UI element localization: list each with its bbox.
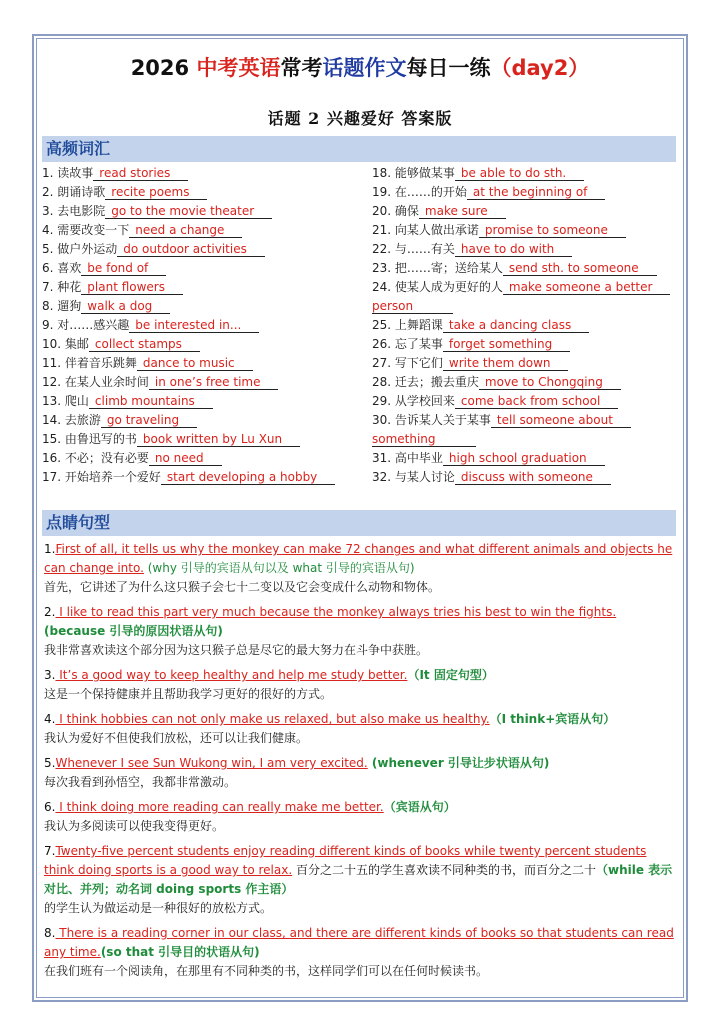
vocab-answer: write them down [443,356,569,371]
vocab-chinese: 不必；没有必要 [64,451,149,465]
vocab-answer-continuation: person [372,299,453,314]
sentence-grammar-note: (so that 引导目的状语从句) [100,945,260,959]
sentence-english-line [44,798,676,817]
title-part1: 中考英语 [196,56,281,80]
vocab-answer: make someone a better [503,280,670,295]
vocab-chinese: 开始培养一个爱好 [64,470,161,484]
vocab-number: 10. [42,337,65,351]
vocab-number: 7. [42,280,58,294]
vocab-answer: plant flowers [81,280,183,295]
vocab-item [372,449,678,468]
vocab-item [42,411,358,430]
vocab-answer: collect stamps [89,337,200,352]
vocab-chinese: 从学校回来 [394,394,455,408]
vocab-answer: forget something [443,337,570,352]
sentence-grammar-note: (why 引导的宾语从句以及 what 引导的宾语从句) [143,561,415,575]
vocab-number: 19. [372,185,395,199]
vocab-number: 2. [42,185,58,199]
vocab-number: 29. [372,394,395,408]
vocab-answer: at the beginning of [467,185,605,200]
title-part4: 每日一练 [406,56,491,80]
vocab-item [372,392,678,411]
vocab-number: 25. [372,318,395,332]
vocab-chinese: 喜欢 [57,261,82,275]
sentence-chinese: 这是一个保持健康并且帮助我学习更好的很好的方式。 [44,687,333,701]
sentence-english: I like to read this part very much because the monkey always tries his best to win the fights. [55,605,617,619]
vocab-answer: climb mountains [89,394,213,409]
vocab-answer: come back from school [455,394,618,409]
sentence-english-line [44,710,676,729]
vocab-item [42,335,358,354]
vocab-item [42,449,358,468]
vocab-answer: recite poems [105,185,207,200]
sentence-english-line [44,666,676,685]
vocab-item [42,354,358,373]
sentence-english-line [44,842,676,899]
vocab-number: 20. [372,204,395,218]
vocab-number: 3. [42,204,58,218]
sentence-item [44,540,676,597]
vocab-number: 4. [42,223,58,237]
vocab-number: 15. [42,432,65,446]
vocab-chinese: 需要改变一下 [57,223,130,237]
vocab-number: 28. [372,375,395,389]
vocab-answer: high school graduation [443,451,605,466]
sentence-english-line [44,603,676,641]
vocab-number: 30. [372,413,395,427]
sentence-grammar-note: （宾语从句） [383,800,456,814]
vocab-item [42,240,358,259]
vocab-chinese: 与某人讨论 [394,470,455,484]
sentence-chinese: 我非常喜欢读这个部分因为这只猴子总是尽它的最大努力在斗争中获胜。 [44,643,429,657]
sentence-english: I think doing more reading can really make me better. [55,800,384,814]
vocab-answer: be interested in... [129,318,259,333]
vocab-chinese: 能够做某事 [394,166,455,180]
vocab-item [42,392,358,411]
vocab-chinese: 忘了某事 [394,337,443,351]
vocab-number: 31. [372,451,395,465]
vocab-answer: book written by Lu Xun [137,432,300,447]
sentence-item [44,842,676,918]
vocab-item [372,221,678,240]
vocab-chinese: 在某人业余时间 [64,375,149,389]
vocab-chinese: 爬山 [64,394,89,408]
vocab-item-continuation [372,297,678,316]
vocab-section-header: 高频词汇 [42,136,676,162]
vocab-number: 8. [42,299,58,313]
vocab-item [42,164,358,183]
sentence-grammar-note: (because 引导的原因状语从句) [44,624,223,638]
vocab-answer: be able to do sth. [455,166,584,181]
vocab-number: 27. [372,356,395,370]
vocab-item [372,316,678,335]
sentence-english: It’s a good way to keep healthy and help me study better. [55,668,408,682]
vocab-item [372,373,678,392]
vocab-chinese: 遛狗 [57,299,82,313]
sentence-number: 2. [44,605,56,619]
page-subtitle: 话题 2 兴趣爱好 答案版 [267,109,453,128]
sentence-english: Twenty-five percent students enjoy reading different kinds of books while twenty percent students think doing sports is a good way to relax. [44,844,647,877]
vocab-chinese: 朗诵诗歌 [57,185,106,199]
sentence-english: First of all, it tells us why the monkey can make 72 changes and what different animals and objects he can change into. [44,542,673,575]
vocab-answer: start developing a hobby [161,470,335,485]
sentence-english-line [44,540,676,578]
sentence-english-line [44,924,676,962]
vocab-answer: have to do with [455,242,572,257]
vocab-chinese: 确保 [394,204,419,218]
vocab-answer-continuation: something [372,432,476,447]
vocab-item [372,354,678,373]
sentence-section-header: 点睛句型 [42,510,676,536]
vocab-item [42,373,358,392]
vocab-item [42,468,358,487]
vocab-chinese: 高中毕业 [394,451,443,465]
vocab-number: 12. [42,375,65,389]
vocab-answer: read stories [93,166,188,181]
vocab-chinese: 告诉某人关于某事 [394,413,491,427]
vocab-chinese: 去旅游 [64,413,101,427]
vocab-item [372,335,678,354]
sentence-number: 3. [44,668,56,682]
vocab-item [42,183,358,202]
vocab-answer: do outdoor activities [117,242,265,257]
sentence-inline-translation: 百分之二十五的学生喜欢读不同种类的书，而百分之二十 [292,863,596,877]
sentence-item [44,603,676,660]
vocab-answer: go to the movie theater [105,204,272,219]
vocab-answer: make sure [419,204,506,219]
vocab-chinese: 使某人成为更好的人 [394,280,503,294]
sentence-item [44,754,676,792]
vocab-chinese: 做户外运动 [57,242,118,256]
vocab-chinese: 在……的开始 [394,185,467,199]
sentence-item [44,798,676,836]
sentence-chinese: 我认为爱好不但使我们放松，还可以让我们健康。 [44,731,309,745]
sentence-chinese: 每次我看到孙悟空，我都非常激动。 [44,775,237,789]
vocab-chinese: 上舞蹈课 [394,318,443,332]
vocab-number: 9. [42,318,58,332]
vocab-item [42,316,358,335]
vocab-number: 16. [42,451,65,465]
vocab-item [372,240,678,259]
vocab-answer: need a change [129,223,242,238]
vocab-answer: promise to someone [479,223,626,238]
page-title [40,52,680,82]
vocab-answer: move to Chongqing [479,375,621,390]
vocab-answer: go traveling [101,413,197,428]
sentence-number: 4. [44,712,56,726]
vocab-chinese: 对……感兴趣 [57,318,130,332]
vocab-number: 24. [372,280,395,294]
sentence-english: There is a reading corner in our class, and there are different kinds of books so that students can read any time. [44,926,674,959]
vocab-number: 13. [42,394,65,408]
sentence-english: Whenever I see Sun Wukong win, I am very excited. [55,756,368,770]
vocab-number: 17. [42,470,65,484]
vocab-item [42,259,358,278]
vocab-item [372,278,678,297]
sentence-number: 1. [44,542,56,556]
vocab-item [372,468,678,487]
sentence-number: 8. [44,926,56,940]
vocab-number: 23. [372,261,395,275]
sentence-grammar-note: (whenever 引导让步状语从句) [367,756,550,770]
vocab-number: 5. [42,242,58,256]
vocab-item [372,411,678,430]
sentence-chinese: 的学生认为做运动是一种很好的放松方式。 [44,901,273,915]
sentence-item [44,924,676,981]
vocab-answer: send sth. to someone [503,261,657,276]
vocab-item [42,221,358,240]
vocab-item-continuation [372,430,678,449]
vocab-item [42,297,358,316]
vocab-item [372,202,678,221]
sentence-chinese: 在我们班有一个阅读角，在那里有不同种类的书，这样同学们可以在任何时候读书。 [44,964,489,978]
vocab-item [42,430,358,449]
vocab-number: 18. [372,166,395,180]
vocab-chinese: 与……有关 [394,242,455,256]
vocab-chinese: 读故事 [57,166,94,180]
vocab-answer: take a dancing class [443,318,589,333]
sentence-number: 5. [44,756,56,770]
sentence-item [44,666,676,704]
title-year: 2026 [130,56,197,80]
vocab-list-left [42,164,358,487]
vocab-number: 11. [42,356,65,370]
vocab-number: 32. [372,470,395,484]
sentence-item [44,710,676,748]
vocab-number: 1. [42,166,58,180]
vocab-item [42,202,358,221]
vocab-number: 6. [42,261,58,275]
vocab-list-right [372,164,678,487]
vocab-item [42,278,358,297]
vocab-chinese: 种花 [57,280,82,294]
vocab-answer: no need [149,451,222,466]
vocab-answer: tell someone about [491,413,631,428]
sentence-grammar-note: （while 表示对比、并列；动名词 doing sports 作主语） [44,863,673,896]
vocab-item [372,164,678,183]
vocab-chinese: 伴着音乐跳舞 [64,356,137,370]
vocab-number: 21. [372,223,395,237]
sentence-chinese: 我认为多阅读可以使我变得更好。 [44,819,225,833]
vocab-chinese: 集邮 [64,337,89,351]
sentence-grammar-note: （It 固定句型） [407,668,494,682]
vocab-chinese: 去电影院 [57,204,106,218]
sentence-number: 7. [44,844,56,858]
sentence-chinese: 首先，它讲述了为什么这只猴子会七十二变以及它会变成什么动物和物体。 [44,580,441,594]
vocab-answer: be fond of [81,261,166,276]
vocab-item [372,183,678,202]
title-part5: （day2） [490,56,590,80]
vocab-chinese: 由鲁迅写的书 [64,432,137,446]
sentence-english: I think hobbies can not only make us relaxed, but also make us healthy. [55,712,490,726]
vocab-number: 26. [372,337,395,351]
title-part2: 常考 [280,56,323,80]
sentence-english-line [44,754,676,773]
sentence-number: 6. [44,800,56,814]
vocab-answer: walk a dog [81,299,170,314]
vocab-chinese: 迁去；搬去重庆 [394,375,479,389]
vocab-chinese: 向某人做出承诺 [394,223,479,237]
vocab-answer: dance to music [137,356,253,371]
sentence-list [44,540,676,987]
vocab-answer: in one’s free time [149,375,279,390]
title-part3: 话题作文 [322,56,407,80]
sentence-grammar-note: （I think+宾语从句） [489,712,616,726]
vocab-number: 22. [372,242,395,256]
vocab-number: 14. [42,413,65,427]
vocab-chinese: 写下它们 [394,356,443,370]
vocab-item [372,259,678,278]
vocab-answer: discuss with someone [455,470,611,485]
vocab-chinese: 把……寄；送给某人 [394,261,503,275]
